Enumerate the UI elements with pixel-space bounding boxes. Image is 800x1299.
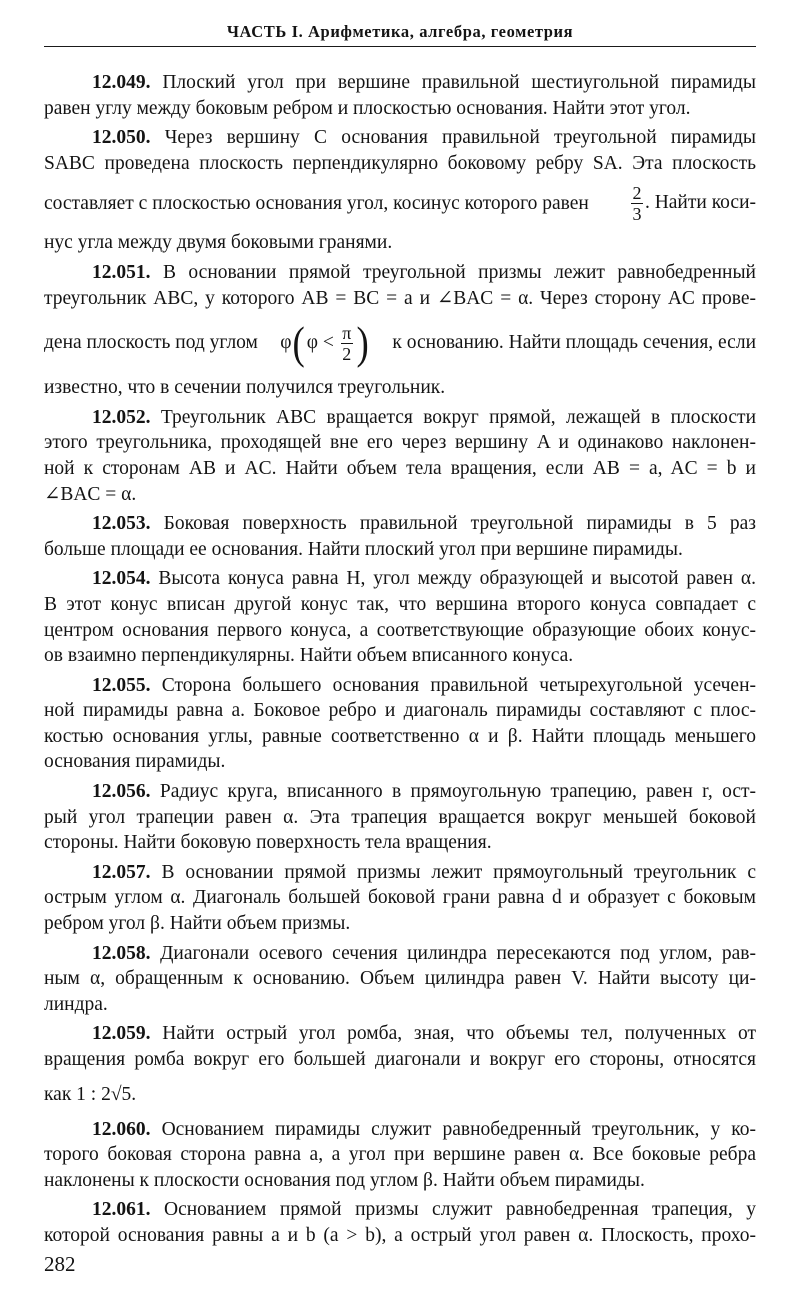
problem-text: этого треугольника, проходящей вне его через вершину A и одинаково наклонен- [44,432,756,454]
problem-text: ов взаимно перпендикулярны. Найти объем вписанного конуса. [44,645,574,667]
problem-text: основания пирамиды. [44,751,226,773]
problem-text: линдра. [44,993,108,1015]
problem-text: равен углу между боковым ребром и плоскостью основания. Найти этот угол. [44,97,691,119]
problem-text: которой основания равны a и b (a > b), а острый угол равен α. Плоскость, прохо- [44,1224,756,1246]
left-paren: ( [292,317,306,369]
problem-text: Треугольник ABC вращается вокруг прямой, лежащей в плоскости [160,406,756,428]
problem-number: 12.054. [92,568,151,590]
problem-text: как 1 : 2√5. [44,1083,137,1105]
problem-text: дена плоскость под углом [44,332,258,354]
problem-12-055 [44,673,756,775]
problem-text: В основании прямой призмы лежит прямоугольный треугольник с [161,861,756,883]
problem-text: ребром угол β. Найти объем призмы. [44,913,351,935]
problem-12-057 [44,860,756,937]
problem-number: 12.056. [92,781,151,803]
problem-number: 12.049. [92,72,151,93]
problem-text: больше площади ее основания. Найти плоский угол при вершине пирамиды. [44,538,683,560]
problem-12-059 [44,1021,756,1112]
fraction-numerator: π [342,322,352,343]
problem-12-051 [44,260,756,401]
problem-text: ной пирамиды равна a. Боковое ребро и диагональ пирамиды составляют с плос- [44,700,756,722]
problem-text: Боковая поверхность правильной треугольной пирамиды в 5 раз [163,513,757,535]
problem-12-049 [44,70,756,121]
condition-text: φ < [306,331,334,353]
right-paren: ) [356,317,369,369]
problem-12-054 [44,566,756,668]
problem-text: центром основания первого конуса, а соответствующие образующие обоих конус- [44,619,756,641]
problem-12-053 [44,511,756,562]
problem-number: 12.053. [92,513,151,535]
problem-number: 12.050. [92,127,151,149]
problem-text: . Найти коси- [644,191,756,213]
problem-text: ным α, обращенным к основанию. Объем цилиндра равен V. Найти высоту ци- [44,968,756,990]
problem-text: известно, что в сечении получился треугольник. [44,377,446,399]
problem-number: 12.055. [92,674,151,696]
problem-text: В этот конус вписан другой конус так, что вершина второго конуса совпадает с [44,593,756,615]
problem-text: торого боковая сторона равна a, а угол при вершине равен α. Все боковые ребра [44,1144,756,1166]
problem-text: Диагонали осевого сечения цилиндра пересекаются под углом, рав- [160,942,756,964]
fraction [631,183,643,224]
problem-text: треугольник ABC, у которого AB = BC = a и ∠BAC = α. Через сторону AC прове- [44,287,756,309]
fraction-numerator: 2 [632,182,642,203]
problem-text: Через вершину C основания правильной треугольной пирамиды [164,127,757,149]
problem-text: Высота конуса равна H, угол между образующей и высотой равен α. [158,568,756,590]
problem-number: 12.052. [92,406,151,428]
problem-12-056 [44,779,756,856]
problem-12-052 [44,405,756,507]
problem-number: 12.057. [92,861,151,883]
problem-text: Сторона большего основания правильной четырехугольной усечен- [161,674,756,696]
problem-number: 12.061. [92,1199,151,1221]
problem-text: нус угла между двумя боковыми гранями. [44,232,393,254]
header-rule [44,46,756,47]
problem-text: Найти острый угол ромба, зная, что объемы тел, полученных от [162,1023,756,1045]
problem-text: Основанием пирамиды служит равнобедренный треугольник, у ко- [161,1118,756,1140]
problem-number: 12.059. [92,1023,151,1045]
problem-text: вращения ромба вокруг его большей диагонали и вокруг его стороны, относятся [44,1049,756,1070]
fraction-denominator: 3 [632,203,642,224]
problem-text: составляет с плоскостью основания угол, косинус которого равен [44,192,589,214]
problem-12-061 [44,1197,756,1248]
fraction-denominator: 2 [342,343,352,364]
problem-text: ной к сторонам AB и AC. Найти объем тела вращения, если AB = a, AC = b и [44,457,756,479]
problem-number: 12.058. [92,942,151,964]
problem-12-050 [44,125,756,256]
problem-text: костью основания углы, равные соответственно α и β. Найти площадь меньшего [44,725,756,747]
problem-text: SABC проведена плоскость перпендикулярно боковому ребру SA. Эта плоскость [44,152,756,174]
problem-list [44,70,756,1253]
phi-symbol: φ [280,331,292,353]
running-header: ЧАСТЬ I. Арифметика, алгебра, геометрия [226,22,574,41]
problem-text: наклонены к плоскости основания под углом β. Найти объем пирамиды. [44,1169,645,1191]
problem-text: Плоский угол при вершине правильной шестиугольной пирамиды [162,72,756,93]
problem-number: 12.060. [92,1118,151,1140]
problem-text: к основанию. Найти площадь сечения, если [392,332,756,354]
fraction [341,323,353,364]
page-number: 282 [44,1252,76,1276]
problem-text: острым углом α. Диагональ большей боковой грани равна d и образует с боковым [44,887,756,909]
problem-text: Радиус круга, вписанного в прямоугольную трапецию, равен r, ост- [159,781,756,803]
problem-text: стороны. Найти боковую поверхность тела вращения. [44,832,492,854]
problem-text: Основанием прямой призмы служит равнобедренная трапеция, у [164,1199,756,1221]
problem-text: В основании прямой треугольной призмы лежит равнобедренный [162,261,756,283]
problem-12-060 [44,1117,756,1194]
problem-text: ∠BAC = α. [44,483,137,505]
problem-number: 12.051. [92,261,151,283]
problem-12-058 [44,941,756,1018]
problem-text: рый угол трапеции равен α. Эта трапеция вращается вокруг меньшей боковой [44,806,756,828]
